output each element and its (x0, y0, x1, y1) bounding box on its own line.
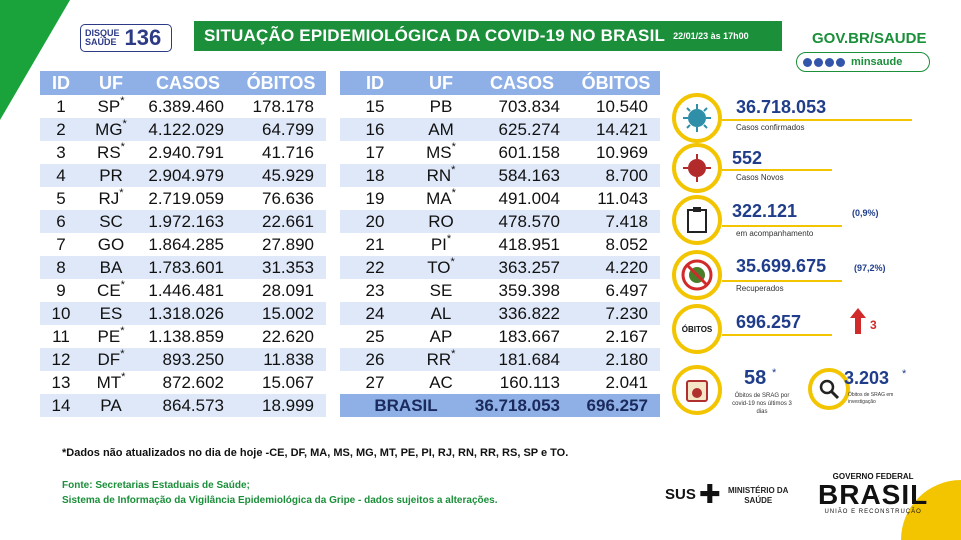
obitos-circle-label: ÓBITOS (681, 324, 713, 334)
row-uf (82, 302, 140, 325)
acomp-label: em acompanhamento (736, 229, 814, 238)
table-row (340, 118, 660, 141)
row-uf (82, 325, 140, 348)
row-obitos: 10.540 (596, 96, 648, 116)
table-row (40, 302, 326, 325)
row-obitos: 7.230 (572, 302, 660, 325)
table-row (340, 210, 660, 233)
table-row (40, 394, 326, 417)
row-casos: 601.158 (498, 142, 560, 162)
asterisk-mark: * (121, 370, 126, 383)
row-obitos: 7.418 (572, 210, 660, 233)
row-obitos: 22.620 (262, 326, 314, 346)
table-row (340, 233, 660, 256)
table-row (40, 371, 326, 394)
row-obitos: 64.799 (236, 118, 326, 141)
table-row (340, 325, 660, 348)
novos-underline (722, 169, 832, 171)
row-obitos: 2.167 (605, 326, 648, 346)
row-id: 5 (56, 188, 66, 208)
col-uf: UF (82, 71, 140, 95)
invest-asterisk: * (902, 368, 907, 380)
row-id: 20 (340, 210, 410, 233)
obitos-value: 696.257 (736, 312, 802, 332)
row-uf (410, 118, 472, 141)
table-row (340, 279, 660, 302)
acomp-underline (722, 225, 842, 227)
invest-label: Óbitos de SRAG em investigação (848, 392, 894, 405)
brasil-text: BRASIL (818, 479, 929, 510)
obitos-up-value: 3 (870, 318, 877, 332)
row-id: 15 (365, 96, 385, 116)
table-row (40, 118, 326, 141)
table-row (40, 187, 326, 210)
govbr-link[interactable]: GOV.BR/SAUDE (812, 30, 927, 47)
asterisk-mark: * (120, 278, 125, 291)
row-obitos: 178.178 (252, 96, 314, 116)
row-uf (82, 279, 140, 302)
row-id: 23 (365, 280, 385, 300)
asterisk-mark: * (450, 255, 455, 268)
invest-value: 3.203 (844, 368, 890, 388)
row-id: 11 (52, 326, 70, 346)
row-uf (410, 279, 472, 302)
update-date: 22/01/23 às 17h00 (673, 31, 749, 41)
row-uf-code: MS (426, 142, 452, 162)
table-row (340, 348, 660, 371)
row-id: 19 (365, 188, 385, 208)
row-id: 10 (40, 302, 82, 325)
row-obitos: 22.661 (236, 210, 326, 233)
row-uf-code: SP (97, 96, 121, 116)
row-id: 7 (56, 234, 66, 254)
asterisk-mark: * (446, 232, 452, 245)
total-casos: 36.718.053 (472, 394, 572, 417)
sus-logo (665, 479, 721, 509)
disque-number: 136 (124, 25, 162, 50)
row-id: 18 (340, 164, 410, 187)
row-uf-code: RN (426, 165, 452, 185)
row-obitos: 28.091 (262, 280, 314, 300)
row-uf-code: PB (429, 96, 453, 116)
row-casos: 491.004 (498, 188, 560, 208)
table-row (40, 348, 326, 371)
table-row (340, 187, 660, 210)
row-uf-code: AM (428, 119, 454, 139)
row-casos: 2.719.059 (148, 188, 224, 208)
row-id: 17 (365, 142, 385, 162)
source-line-2: Sistema de Informação da Vigilância Epidemiológica da Gripe - dados sujeitos a alterações. (62, 495, 498, 506)
row-uf (410, 95, 472, 118)
asterisk-mark: * (120, 140, 125, 153)
row-id: 13 (51, 372, 71, 392)
asterisk-mark: * (451, 186, 456, 199)
acomp-value: 322.121 (732, 201, 798, 221)
row-casos: 2.904.979 (140, 164, 236, 187)
arrow-up-icon (850, 308, 866, 334)
table-row (340, 95, 660, 118)
sus-text: SUS (665, 485, 696, 503)
row-casos: 359.398 (498, 280, 560, 300)
row-id: 9 (56, 280, 66, 300)
gov-federal-text: GOVERNO FEDERAL (832, 472, 914, 481)
row-uf-code: AL (430, 303, 452, 323)
source-text (62, 478, 498, 508)
row-obitos: 41.716 (262, 142, 314, 162)
ministerio-line-1: MINISTÉRIO DA (728, 486, 789, 495)
row-id: 8 (40, 256, 82, 279)
row-obitos: 2.180 (572, 348, 660, 371)
virus-red-icon (672, 143, 722, 193)
row-obitos: 10.969 (596, 142, 648, 162)
row-obitos: 31.353 (236, 256, 326, 279)
confirmados-value: 36.718.053 (736, 97, 827, 117)
row-casos: 478.570 (472, 210, 572, 233)
row-obitos: 6.497 (605, 280, 648, 300)
row-uf-code: BA (99, 257, 123, 277)
row-id: 25 (365, 326, 385, 346)
row-obitos: 11.838 (236, 348, 326, 371)
row-id: 6 (40, 210, 82, 233)
asterisk-mark: * (451, 347, 456, 360)
row-uf (410, 141, 472, 164)
virus-icon (672, 93, 722, 143)
col-obitos: ÓBITOS (236, 71, 326, 95)
row-casos: 160.113 (499, 372, 560, 392)
row-id: 24 (340, 302, 410, 325)
novos-value: 552 (732, 148, 763, 168)
row-uf (82, 141, 140, 164)
asterisk-mark: * (122, 117, 127, 130)
row-obitos: 15.002 (236, 302, 326, 325)
obitos-underline (722, 334, 832, 336)
srag-asterisk: * (772, 367, 777, 379)
row-uf (410, 256, 472, 279)
row-casos: 6.389.460 (148, 96, 224, 116)
row-uf (82, 95, 140, 118)
ministerio-line-2: SAÚDE (744, 496, 773, 505)
srag-label: Óbitos de SRAG por covid-19 nos últimos 3 dias (732, 393, 792, 415)
row-id: 2 (40, 118, 82, 141)
asterisk-mark: * (451, 140, 456, 153)
row-obitos: 8.052 (605, 234, 648, 254)
facebook-icon[interactable] (803, 58, 812, 67)
governo-federal-logo (818, 472, 928, 515)
total-label: BRASIL (340, 394, 472, 417)
row-obitos: 45.929 (236, 164, 326, 187)
clipboard-icon (672, 195, 722, 245)
row-uf (82, 233, 140, 256)
row-id: 14 (40, 394, 82, 417)
table-row (340, 256, 660, 279)
row-uf-code: MT (96, 372, 122, 392)
recup-pct: (97,2%) (854, 263, 886, 273)
asterisk-mark: * (119, 186, 124, 199)
row-uf (82, 187, 140, 210)
row-obitos: 11.043 (597, 188, 648, 208)
row-casos: 1.972.163 (140, 210, 236, 233)
table-row (40, 233, 326, 256)
row-id: 1 (56, 96, 66, 116)
row-uf (410, 233, 472, 256)
srag-value: 58 (744, 367, 767, 389)
row-casos: 1.446.481 (148, 280, 224, 300)
row-obitos: 2.041 (605, 372, 648, 392)
row-casos: 4.122.029 (140, 118, 236, 141)
col-id: ID (40, 71, 82, 95)
row-obitos: 14.421 (572, 118, 660, 141)
magnifier-icon (818, 378, 840, 400)
asterisk-mark: * (120, 94, 125, 107)
confirmados-label: Casos confirmados (736, 123, 805, 132)
row-casos: 864.573 (140, 394, 236, 417)
row-uf-code: MA (426, 188, 452, 208)
row-casos: 363.257 (472, 256, 572, 279)
disque-label-2: SAÚDE (85, 37, 117, 47)
calendar-icon (672, 365, 722, 415)
row-uf-code: TO (427, 257, 451, 277)
row-id: 3 (56, 142, 66, 162)
table-row (40, 210, 326, 233)
states-table-right (340, 71, 660, 417)
row-obitos: 18.999 (236, 394, 326, 417)
row-uf (82, 394, 140, 417)
recup-label: Recuperados (736, 284, 784, 293)
row-uf (82, 118, 140, 141)
row-casos: 1.864.285 (148, 234, 224, 254)
plus-icon: ✚ (698, 479, 721, 509)
title-banner (194, 21, 782, 51)
row-uf (410, 164, 472, 187)
col-obitos: ÓBITOS (572, 71, 660, 95)
row-obitos: 4.220 (572, 256, 660, 279)
row-uf-code: SC (99, 211, 123, 231)
col-uf: UF (410, 71, 472, 95)
recup-underline (722, 280, 842, 282)
row-casos: 418.951 (498, 234, 560, 254)
table-row (40, 325, 326, 348)
page-title: SITUAÇÃO EPIDEMIOLÓGICA DA COVID-19 NO BRASIL (204, 26, 666, 45)
row-id: 16 (340, 118, 410, 141)
social-bar[interactable] (796, 52, 930, 72)
row-uf-code: AP (429, 326, 453, 346)
row-casos: 703.834 (498, 96, 560, 116)
row-uf (410, 371, 472, 394)
row-id: 4 (40, 164, 82, 187)
row-casos: 872.602 (162, 372, 224, 392)
row-id: 21 (365, 234, 385, 254)
table-row (340, 371, 660, 394)
row-uf-code: RO (428, 211, 454, 231)
row-obitos: 27.890 (262, 234, 314, 254)
table-row (40, 279, 326, 302)
acomp-pct: (0,9%) (852, 208, 879, 218)
row-uf-code: ES (99, 303, 123, 323)
asterisk-mark: * (451, 163, 456, 176)
total-row (340, 394, 660, 417)
col-casos: CASOS (140, 71, 236, 95)
novos-label: Casos Novos (736, 173, 784, 182)
row-uf (410, 210, 472, 233)
row-uf-code: PA (100, 395, 122, 415)
row-casos: 893.250 (140, 348, 236, 371)
row-obitos: 8.700 (572, 164, 660, 187)
row-uf-code: MG (95, 119, 123, 139)
social-handle: minsaude (851, 56, 903, 68)
row-uf-code: RS (97, 142, 121, 162)
row-uf-code: DF (97, 349, 121, 369)
table-row (340, 141, 660, 164)
row-casos: 181.684 (472, 348, 572, 371)
row-obitos: 15.067 (262, 372, 314, 392)
states-table-left (40, 71, 326, 417)
row-casos: 336.822 (472, 302, 572, 325)
row-casos: 1.783.601 (140, 256, 236, 279)
instagram-icon[interactable] (814, 58, 823, 67)
asterisk-mark: * (120, 324, 125, 337)
table-row (40, 164, 326, 187)
footnote: *Dados não atualizados no dia de hoje -CE, DF, MA, MS, MG, MT, PE, PI, RJ, RN, RR, RS, SP e TO. (62, 447, 569, 459)
row-uf (410, 302, 472, 325)
row-uf (82, 256, 140, 279)
row-uf-code: GO (97, 234, 125, 254)
row-uf-code: CE (97, 280, 121, 300)
row-uf (410, 348, 472, 371)
row-uf-code: PR (99, 165, 123, 185)
row-uf-code: AC (429, 372, 453, 392)
obitos-circle (672, 304, 722, 354)
row-casos: 183.667 (498, 326, 560, 346)
row-uf (410, 187, 472, 210)
disque-saude-logo (80, 24, 172, 52)
recup-value: 35.699.675 (736, 256, 827, 276)
asterisk-mark: * (120, 347, 125, 360)
row-uf-code: SE (429, 280, 453, 300)
table-row (40, 141, 326, 164)
virus-blocked-icon (672, 250, 722, 300)
row-uf (82, 371, 140, 394)
row-casos: 584.163 (472, 164, 572, 187)
row-uf-code: PE (97, 326, 121, 346)
row-id: 26 (340, 348, 410, 371)
ministerio-logo (728, 486, 788, 506)
row-casos: 1.318.026 (140, 302, 236, 325)
table-row (340, 164, 660, 187)
row-obitos: 76.636 (262, 188, 314, 208)
row-id: 27 (365, 372, 385, 392)
uniao-text: UNIÃO E RECONSTRUÇÃO (824, 509, 922, 515)
col-id: ID (340, 71, 410, 95)
row-casos: 625.274 (472, 118, 572, 141)
row-casos: 2.940.791 (148, 142, 224, 162)
row-uf (82, 210, 140, 233)
row-uf-code: RR (426, 349, 452, 369)
row-uf (82, 164, 140, 187)
table-row (40, 95, 326, 118)
confirmados-underline (722, 119, 912, 121)
table-row (40, 256, 326, 279)
row-id: 12 (40, 348, 82, 371)
row-uf (410, 325, 472, 348)
total-obitos: 696.257 (572, 394, 660, 417)
row-uf-code: PI (430, 234, 447, 254)
youtube-icon[interactable] (836, 58, 845, 67)
twitter-icon[interactable] (825, 58, 834, 67)
row-casos: 1.138.859 (148, 326, 224, 346)
row-id: 22 (340, 256, 410, 279)
table-row (340, 302, 660, 325)
disque-label-1: DISQUE (85, 28, 120, 38)
row-uf-code: RJ (98, 188, 120, 208)
col-casos: CASOS (472, 71, 572, 95)
source-line-1: Fonte: Secretarias Estaduais de Saúde; (62, 480, 250, 491)
row-uf (82, 348, 140, 371)
